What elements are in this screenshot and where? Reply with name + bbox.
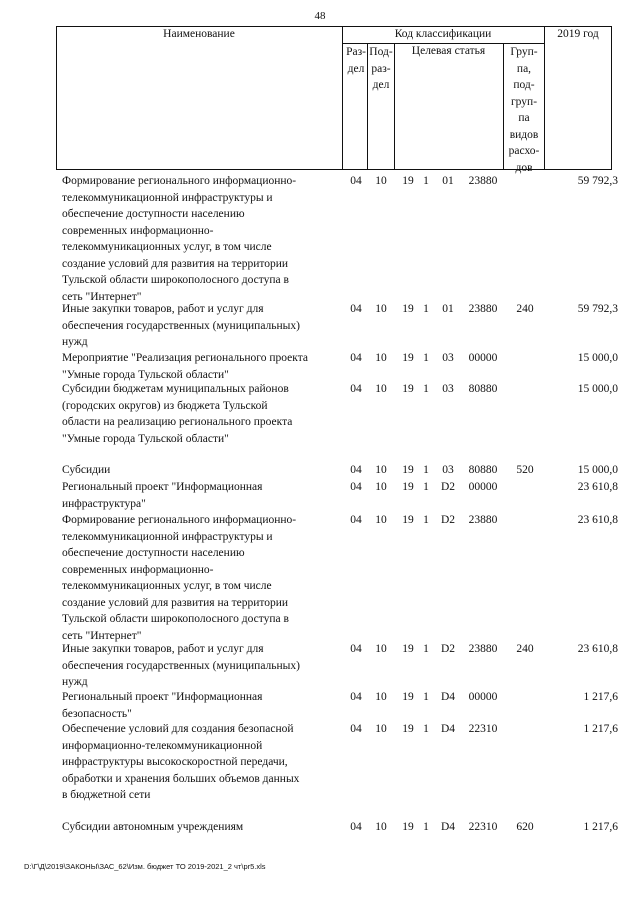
row-cs-program: 19: [402, 821, 414, 833]
row-sum: 23 610,8: [577, 643, 618, 655]
row-cs-direction: 23880: [468, 175, 498, 187]
row-vid: 240: [516, 303, 534, 315]
row-cs-event: D4: [440, 691, 456, 703]
row-cs-direction: 80880: [468, 383, 498, 395]
header-sep-podrazdel: [394, 43, 395, 170]
row-razdel: 04: [350, 723, 362, 735]
header-vid-line: Груп-: [510, 46, 538, 58]
row-cs-direction: 00000: [468, 481, 498, 493]
row-cs-subprogram: 1: [423, 691, 429, 703]
row-name: Формирование регионального информационно- телекоммуникационной инфраструктуры и обеспечение доступности населению современных информационно- телекоммуникационных услуг, в том числе создание условий для развития на территории Тульской области широкополосного доступа в сеть "Интернет": [62, 514, 297, 642]
row-cs-program: 19: [402, 514, 414, 526]
row-cs-program: 19: [402, 481, 414, 493]
row-podrazdel: 10: [375, 383, 387, 395]
row-cs-event: 03: [442, 383, 454, 395]
header-name: Наименование: [163, 28, 235, 40]
header-vid-line: груп-: [510, 95, 538, 108]
row-podrazdel: 10: [375, 352, 387, 364]
row-cs-program: 19: [402, 723, 414, 735]
header-vid-line: па: [518, 112, 530, 124]
row-cs-subprogram: 1: [423, 175, 429, 187]
row-cs-direction: 80880: [468, 464, 498, 476]
row-cs-direction: 23880: [468, 514, 498, 526]
row-podrazdel: 10: [375, 481, 387, 493]
row-podrazdel: 10: [375, 821, 387, 833]
header-vid-line: па,: [516, 62, 532, 75]
row-name: Региональный проект "Информационная инфраструктура": [62, 481, 263, 510]
row-podrazdel: 10: [375, 723, 387, 735]
row-razdel: 04: [350, 481, 362, 493]
header-vid-line: расхо-: [508, 145, 540, 157]
row-cs-event: 01: [442, 175, 454, 187]
row-cs-subprogram: 1: [423, 821, 429, 833]
row-podrazdel: 10: [375, 175, 387, 187]
row-razdel: 04: [350, 175, 362, 187]
row-cs-event: D2: [440, 514, 456, 526]
row-razdel: 04: [350, 514, 362, 526]
row-podrazdel: 10: [375, 303, 387, 315]
row-vid: 620: [516, 821, 534, 833]
row-cs-event: 03: [442, 352, 454, 364]
header-vid-line: дов: [515, 161, 533, 174]
row-name: Региональный проект "Информационная безопасность": [62, 691, 263, 720]
row-cs-direction: 22310: [468, 821, 498, 833]
row-razdel: 04: [350, 352, 362, 364]
row-sum: 1 217,6: [583, 691, 618, 703]
header-podrazdel-line: Под-: [369, 46, 393, 58]
row-podrazdel: 10: [375, 464, 387, 476]
row-cs-subprogram: 1: [423, 514, 429, 526]
row-sum: 59 792,3: [577, 303, 618, 315]
row-cs-program: 19: [402, 691, 414, 703]
header-classification: Код классификации: [394, 28, 492, 40]
row-cs-subprogram: 1: [423, 643, 429, 655]
header-vid-line: под-: [513, 79, 535, 91]
row-cs-event: D4: [440, 821, 456, 833]
table-header: [56, 26, 612, 174]
header-vid: [504, 44, 544, 176]
row-razdel: 04: [350, 691, 362, 703]
header-razdel: [344, 44, 368, 77]
row-podrazdel: 10: [375, 514, 387, 526]
row-sum: 15 000,0: [577, 352, 618, 364]
row-cs-program: 19: [402, 464, 414, 476]
row-cs-direction: 00000: [468, 352, 498, 364]
row-name: Субсидии автономным учреждениям: [62, 821, 244, 833]
header-podrazdel: [368, 44, 394, 94]
row-vid: 240: [516, 643, 534, 655]
row-podrazdel: 10: [375, 643, 387, 655]
header-razdel-line: дел: [347, 62, 365, 75]
row-cs-program: 19: [402, 175, 414, 187]
row-cs-subprogram: 1: [423, 723, 429, 735]
row-cs-program: 19: [402, 643, 414, 655]
row-cs-event: D2: [440, 481, 456, 493]
row-cs-program: 19: [402, 352, 414, 364]
row-cs-event: D4: [440, 723, 456, 735]
header-border-right: [611, 26, 612, 170]
row-podrazdel: 10: [375, 691, 387, 703]
header-vid-line: видов: [509, 128, 539, 141]
header-border-left: [56, 26, 57, 170]
row-cs-subprogram: 1: [423, 352, 429, 364]
row-cs-subprogram: 1: [423, 383, 429, 395]
header-sep-year: [544, 26, 545, 170]
row-cs-event: 03: [442, 464, 454, 476]
row-sum: 23 610,8: [577, 514, 618, 526]
row-razdel: 04: [350, 383, 362, 395]
row-razdel: 04: [350, 303, 362, 315]
file-path-footer: D:\Г\Д\2019\ЗАКОНЫ\ЗАС_62\Изм. бюджет ТО 2019-2021_2 чт\pr5.xls: [24, 862, 266, 871]
row-name: Формирование регионального информационно- телекоммуникационной инфраструктуры и обеспечение доступности населению современных информационно- телекоммуникационных услуг, в том числе создание условий для развития на территории Тульской области широкополосного доступа в сеть "Интернет": [62, 175, 297, 303]
row-cs-direction: 00000: [468, 691, 498, 703]
row-cs-event: 01: [442, 303, 454, 315]
row-cs-direction: 23880: [468, 303, 498, 315]
row-name: Мероприятие "Реализация регионального проекта "Умные города Тульской области": [62, 352, 308, 381]
row-name: Иные закупки товаров, работ и услуг для обеспечения государственных (муниципальных) нужд: [62, 303, 300, 348]
row-name: Обеспечение условий для создания безопасной информационно-телекоммуникационной инфраструктуры высокоскоростной передачи, обработки и хранения больших объемов данных в бюджетной сети: [62, 723, 300, 801]
row-name: Субсидии бюджетам муниципальных районов (городских округов) из бюджета Тульской области на реализацию регионального проекта "Умные города Тульской области": [62, 383, 293, 445]
row-sum: 23 610,8: [577, 481, 618, 493]
row-cs-subprogram: 1: [423, 303, 429, 315]
header-podrazdel-line: дел: [372, 79, 390, 91]
row-sum: 15 000,0: [577, 383, 618, 395]
row-cs-event: D2: [440, 643, 456, 655]
header-sep-name: [342, 26, 343, 170]
row-cs-direction: 22310: [468, 723, 498, 735]
row-cs-direction: 23880: [468, 643, 498, 655]
header-celevaya: Целевая статья: [411, 45, 486, 57]
row-razdel: 04: [350, 821, 362, 833]
row-cs-subprogram: 1: [423, 481, 429, 493]
row-razdel: 04: [350, 464, 362, 476]
row-sum: 59 792,3: [577, 175, 618, 187]
row-sum: 1 217,6: [583, 723, 618, 735]
row-name: Субсидии: [62, 464, 111, 476]
row-cs-program: 19: [402, 383, 414, 395]
page-number: 48: [314, 10, 326, 22]
row-name: Иные закупки товаров, работ и услуг для обеспечения государственных (муниципальных) нужд: [62, 643, 300, 688]
row-cs-subprogram: 1: [423, 464, 429, 476]
row-razdel: 04: [350, 643, 362, 655]
row-vid: 520: [516, 464, 534, 476]
header-podrazdel-line: раз-: [371, 62, 391, 75]
row-sum: 15 000,0: [577, 464, 618, 476]
row-cs-program: 19: [402, 303, 414, 315]
header-razdel-line: Раз-: [346, 46, 366, 58]
row-sum: 1 217,6: [583, 821, 618, 833]
header-year: 2019 год: [557, 28, 599, 40]
